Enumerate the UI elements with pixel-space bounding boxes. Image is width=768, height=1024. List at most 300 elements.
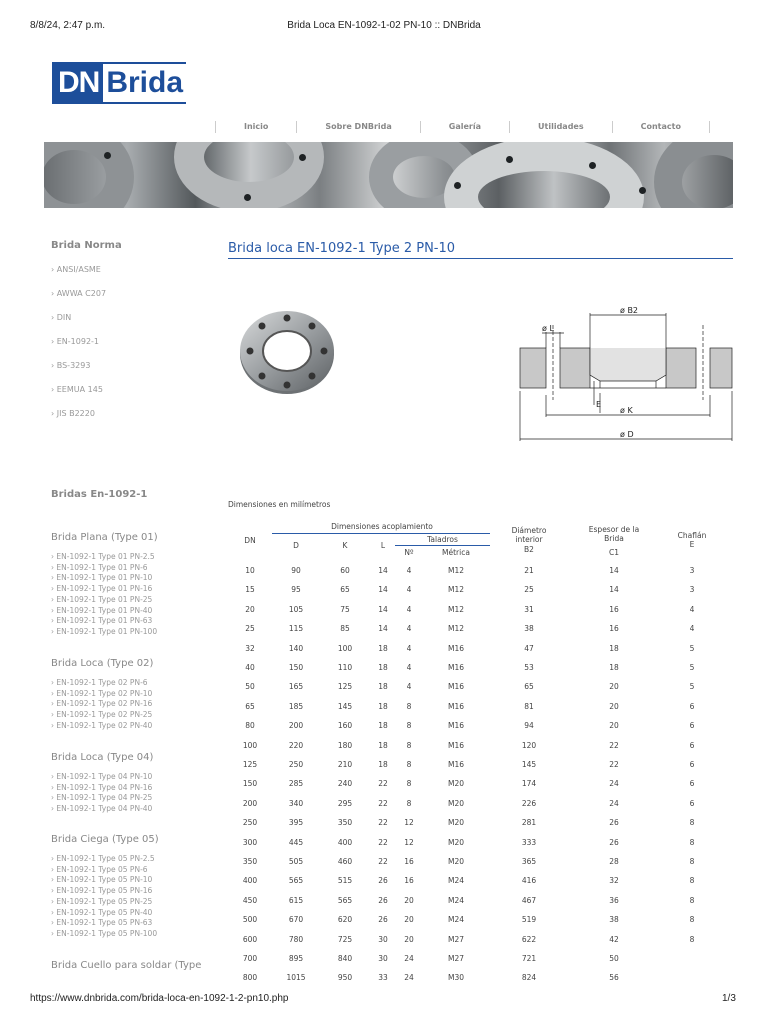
nav-separator xyxy=(709,121,710,133)
table-cell: 4 xyxy=(406,663,412,672)
table-cell: 14 xyxy=(609,566,619,575)
sidebar-norma-link-label: JIS B2220 xyxy=(56,409,95,418)
sidebar-norma-link[interactable] xyxy=(51,289,106,298)
table-cell: 18 xyxy=(609,663,619,672)
table-cell: 6 xyxy=(689,760,695,769)
table-cell: 8 xyxy=(406,760,412,769)
table-cell: 120 xyxy=(521,740,537,750)
table-cell: 18 xyxy=(378,682,388,692)
sidebar-section-title[interactable]: Brida Loca (Type 02) xyxy=(51,658,154,669)
table-cell: 565 xyxy=(288,876,304,886)
table-cell: 500 xyxy=(242,915,258,925)
bullet-icon: › xyxy=(51,573,57,583)
label-b2: ø B2 xyxy=(620,306,639,315)
table-cell: M24 xyxy=(447,895,464,905)
table-cell: 8 xyxy=(406,721,412,731)
table-cell: 22 xyxy=(609,740,619,750)
sidebar-norma-link-label: DIN xyxy=(56,313,72,322)
table-cell: 600 xyxy=(242,934,258,944)
table-cell: 295 xyxy=(337,798,353,808)
bullet-icon: › xyxy=(51,409,57,418)
label-k: ø K xyxy=(620,406,633,415)
sidebar-sub-link[interactable] xyxy=(51,699,152,710)
sidebar-brida-norma-title: Brida Norma xyxy=(51,240,122,251)
bullet-icon: › xyxy=(51,289,57,298)
table-cell: 105 xyxy=(288,604,304,614)
table-cell: 26 xyxy=(609,818,619,828)
table-cell: 50 xyxy=(245,682,255,692)
table-cell: 340 xyxy=(288,798,304,808)
table-cell: M16 xyxy=(447,740,464,750)
table-cell: 4 xyxy=(406,566,412,575)
sidebar-sub-link-label: EN-1092-1 Type 05 PN-40 xyxy=(56,907,153,917)
bullet-icon: › xyxy=(51,265,57,274)
sidebar-sub-link[interactable] xyxy=(51,573,152,584)
table-cell: 220 xyxy=(288,740,304,750)
bullet-icon: › xyxy=(51,699,57,709)
sidebar-sub-link-label: EN-1092-1 Type 02 PN-25 xyxy=(56,710,153,720)
table-cell: 14 xyxy=(378,566,388,575)
sidebar-sub-link-label: EN-1092-1 Type 01 PN-25 xyxy=(56,594,153,604)
table-cell: 700 xyxy=(242,954,258,963)
table-cell: 85 xyxy=(340,624,350,634)
table-cell: 8 xyxy=(406,798,412,808)
sidebar-sub-link[interactable] xyxy=(51,908,152,919)
sidebar-section-title[interactable]: Brida Cuello para soldar (Type xyxy=(51,960,202,971)
print-page-title: Brida Loca EN-1092-1-02 PN-10 :: DNBrida xyxy=(287,20,481,31)
table-cell: 145 xyxy=(521,760,537,769)
table-cell: 31 xyxy=(524,604,534,614)
table-cell: 94 xyxy=(524,721,534,731)
th-group-rule xyxy=(272,533,490,534)
sidebar-sub-link-label: EN-1092-1 Type 05 PN-10 xyxy=(56,875,153,885)
th-c1: C1 xyxy=(608,548,619,557)
label-d: ø D xyxy=(620,430,634,439)
logo-dn: DN xyxy=(54,64,103,102)
footer-page-number: 1/3 xyxy=(722,993,736,1004)
table-cell: 47 xyxy=(524,643,534,653)
table-cell: 4 xyxy=(689,604,695,614)
bullet-icon: › xyxy=(51,605,57,615)
table-cell: 26 xyxy=(378,915,388,925)
nav-item-0[interactable]: Inicio xyxy=(244,122,269,131)
table-cell: 60 xyxy=(340,566,350,575)
sidebar-sub-link[interactable] xyxy=(51,854,155,865)
nav-item-3[interactable]: Utilidades xyxy=(538,122,584,131)
table-cell: 53 xyxy=(524,663,534,672)
bullet-icon: › xyxy=(51,594,57,604)
sidebar-sub-link[interactable] xyxy=(51,689,152,700)
table-cell: 350 xyxy=(242,857,258,866)
bullet-icon: › xyxy=(51,782,57,792)
sidebar-sub-link[interactable] xyxy=(51,584,152,595)
table-cell: 350 xyxy=(337,818,353,828)
table-cell: 20 xyxy=(245,604,255,614)
bullet-icon: › xyxy=(51,552,57,561)
table-cell: 250 xyxy=(288,760,304,769)
table-cell: 16 xyxy=(404,876,414,886)
sidebar-sub-link[interactable] xyxy=(51,552,155,563)
logo-brida: Brida xyxy=(103,64,186,102)
table-cell: 725 xyxy=(337,934,353,944)
sidebar-sub-link-label: EN-1092-1 Type 02 PN-6 xyxy=(56,678,148,687)
table-cell: 50 xyxy=(609,954,619,963)
bullet-icon: › xyxy=(51,720,57,730)
table-cell: 8 xyxy=(689,857,695,866)
table-cell: 14 xyxy=(378,624,388,634)
table-cell: 40 xyxy=(245,663,255,672)
table-cell: 519 xyxy=(521,915,537,925)
table-cell: 5 xyxy=(689,682,695,692)
sidebar-sub-link-label: EN-1092-1 Type 04 PN-40 xyxy=(56,804,153,814)
table-cell: M24 xyxy=(447,915,464,925)
table-cell: 28 xyxy=(609,857,619,866)
table-cell: 75 xyxy=(340,604,350,614)
table-cell: 165 xyxy=(288,682,304,692)
sidebar-sub-link[interactable] xyxy=(51,804,152,815)
table-cell: 32 xyxy=(609,876,619,886)
th-group: Dimensiones acoplamiento xyxy=(331,522,433,531)
table-cell: 4 xyxy=(406,624,412,634)
table-cell: 8 xyxy=(689,895,695,905)
table-cell: 25 xyxy=(245,624,255,634)
sidebar-sub-link[interactable] xyxy=(51,918,152,929)
sidebar-norma-link[interactable] xyxy=(51,361,90,370)
sidebar-sub-link[interactable] xyxy=(51,606,152,617)
sidebar-sub-link-label: EN-1092-1 Type 02 PN-40 xyxy=(56,720,153,730)
table-cell: 240 xyxy=(337,779,353,789)
bullet-icon: › xyxy=(51,772,57,781)
table-cell: 460 xyxy=(337,857,353,866)
th-espesor: Espesor de la Brida xyxy=(588,525,640,543)
units-note: Dimensiones en milímetros xyxy=(228,500,331,509)
table-cell: 16 xyxy=(609,624,619,634)
table-cell: 12 xyxy=(404,818,414,828)
table-cell: 15 xyxy=(245,585,255,595)
table-cell: 100 xyxy=(337,643,353,653)
table-cell: 365 xyxy=(521,857,537,866)
table-cell: 622 xyxy=(521,934,537,944)
table-cell: 515 xyxy=(337,876,353,886)
table-cell: 615 xyxy=(288,895,304,905)
th-d: D xyxy=(293,541,299,550)
sidebar-sub-link[interactable] xyxy=(51,595,152,606)
sidebar-norma-link[interactable] xyxy=(51,337,99,346)
table-cell: M20 xyxy=(447,837,464,847)
th-e: E xyxy=(689,540,695,549)
table-cell: 22 xyxy=(378,837,388,847)
table-cell: 25 xyxy=(524,585,534,595)
table-cell: 333 xyxy=(521,837,537,847)
sidebar-sub-link[interactable] xyxy=(51,897,152,908)
sidebar-bridas-title: Bridas En-1092-1 xyxy=(51,489,148,500)
table-cell: 6 xyxy=(689,798,695,808)
table-cell: 721 xyxy=(521,954,537,963)
table-cell: 8 xyxy=(689,934,695,944)
table-cell: 285 xyxy=(288,779,304,789)
table-cell: 8 xyxy=(406,701,412,711)
sidebar-sub-link[interactable] xyxy=(51,772,152,783)
table-cell: 56 xyxy=(609,973,619,983)
label-e: E xyxy=(596,400,602,409)
flange-technical-drawing xyxy=(516,305,736,445)
print-datetime: 8/8/24, 2:47 p.m. xyxy=(30,20,106,31)
th-dn: DN xyxy=(244,536,256,545)
table-cell: 100 xyxy=(242,740,258,750)
sidebar-sub-link[interactable] xyxy=(51,793,152,804)
table-cell: 4 xyxy=(689,624,695,634)
table-cell: 95 xyxy=(291,585,301,595)
table-cell: 895 xyxy=(288,954,304,963)
table-cell: 3 xyxy=(689,585,695,595)
sidebar-sub-link-label: EN-1092-1 Type 05 PN-16 xyxy=(56,886,153,896)
sidebar-sub-link[interactable] xyxy=(51,929,157,940)
table-cell: 174 xyxy=(521,779,537,789)
table-cell: M16 xyxy=(447,663,464,672)
sidebar-sub-link[interactable] xyxy=(51,627,157,638)
sidebar-sub-link-label: EN-1092-1 Type 04 PN-25 xyxy=(56,793,153,803)
sidebar-sub-link[interactable] xyxy=(51,875,152,886)
nav-item-2[interactable]: Galería xyxy=(448,122,482,131)
th-l: L xyxy=(380,541,386,550)
table-cell: 33 xyxy=(378,973,388,983)
table-cell: 30 xyxy=(378,954,388,963)
sidebar-norma-link[interactable] xyxy=(51,409,95,418)
sidebar-sub-link-label: EN-1092-1 Type 05 PN-2.5 xyxy=(56,854,155,863)
table-cell: 20 xyxy=(404,915,414,925)
table-cell: 450 xyxy=(242,895,258,905)
table-cell: 250 xyxy=(242,818,258,828)
table-cell: 10 xyxy=(245,566,255,575)
sidebar-norma-link-label: AWWA C207 xyxy=(56,289,107,298)
table-cell: 110 xyxy=(337,663,353,672)
th-taladros: Taladros xyxy=(427,535,458,544)
sidebar-sub-link-label: EN-1092-1 Type 05 PN-25 xyxy=(56,896,153,906)
sidebar-norma-link[interactable] xyxy=(51,313,71,322)
table-cell: M12 xyxy=(447,566,464,575)
table-cell: 160 xyxy=(337,721,353,731)
table-cell: 140 xyxy=(288,643,304,653)
table-cell: 24 xyxy=(609,779,619,789)
table-cell: 14 xyxy=(378,604,388,614)
table-cell: 22 xyxy=(378,818,388,828)
table-cell: 200 xyxy=(242,798,258,808)
table-cell: 20 xyxy=(609,721,619,731)
table-cell: 4 xyxy=(406,682,412,692)
sidebar-norma-link[interactable] xyxy=(51,265,101,274)
sidebar-sub-link-label: EN-1092-1 Type 01 PN-2.5 xyxy=(56,552,155,561)
table-cell: 4 xyxy=(406,604,412,614)
sidebar-sub-link-label: EN-1092-1 Type 01 PN-40 xyxy=(56,605,153,615)
table-cell: 65 xyxy=(340,585,350,595)
table-cell: 80 xyxy=(245,721,255,731)
table-cell: M20 xyxy=(447,857,464,866)
table-cell: M12 xyxy=(447,604,464,614)
table-cell: 150 xyxy=(242,779,258,789)
table-cell: 6 xyxy=(689,779,695,789)
sidebar-sub-link[interactable] xyxy=(51,865,148,876)
table-cell: 26 xyxy=(609,837,619,847)
table-cell: 6 xyxy=(689,740,695,750)
table-cell: 30 xyxy=(378,934,388,944)
sidebar-sub-link[interactable] xyxy=(51,678,148,689)
table-cell: 65 xyxy=(524,682,534,692)
sidebar-sub-link[interactable] xyxy=(51,721,152,732)
table-cell: 445 xyxy=(288,837,304,847)
table-cell: 24 xyxy=(609,798,619,808)
table-cell: M16 xyxy=(447,701,464,711)
sidebar-section-title[interactable]: Brida Loca (Type 04) xyxy=(51,752,154,763)
page-title: Brida loca EN-1092-1 Type 2 PN-10 xyxy=(228,241,456,256)
table-cell: 14 xyxy=(609,585,619,595)
table-cell: 8 xyxy=(689,915,695,925)
table-cell: 20 xyxy=(404,895,414,905)
bullet-icon: › xyxy=(51,678,57,687)
sidebar-sub-link-label: EN-1092-1 Type 05 PN-6 xyxy=(56,864,148,874)
flange-photo xyxy=(238,308,336,396)
sidebar-section-title[interactable]: Brida Ciega (Type 05) xyxy=(51,834,159,845)
sidebar-sub-link[interactable] xyxy=(51,886,152,897)
bullet-icon: › xyxy=(51,918,57,928)
table-cell: 22 xyxy=(609,760,619,769)
table-cell: 18 xyxy=(378,740,388,750)
table-cell: 16 xyxy=(609,604,619,614)
bullet-icon: › xyxy=(51,688,57,698)
bullet-icon: › xyxy=(51,584,57,594)
table-cell: 26 xyxy=(378,876,388,886)
table-cell: 32 xyxy=(245,643,255,653)
table-cell: 18 xyxy=(609,643,619,653)
sidebar-sub-link-label: EN-1092-1 Type 02 PN-16 xyxy=(56,699,153,709)
table-cell: 20 xyxy=(609,701,619,711)
table-cell: 24 xyxy=(404,973,414,983)
table-cell: M24 xyxy=(447,876,464,886)
bullet-icon: › xyxy=(51,864,57,874)
bullet-icon: › xyxy=(51,361,57,370)
table-cell: 8 xyxy=(689,837,695,847)
table-cell: 6 xyxy=(689,701,695,711)
table-cell: 467 xyxy=(521,895,537,905)
table-cell: 125 xyxy=(242,760,258,769)
dnbrida-logo[interactable] xyxy=(52,62,186,104)
nav-item-4[interactable]: Contacto xyxy=(640,122,681,131)
sidebar-norma-link[interactable] xyxy=(51,385,103,394)
table-cell: 400 xyxy=(242,876,258,886)
table-cell: 210 xyxy=(337,760,353,769)
table-cell: 65 xyxy=(245,701,255,711)
table-cell: 4 xyxy=(406,643,412,653)
table-cell: 185 xyxy=(288,701,304,711)
bullet-icon: › xyxy=(51,907,57,917)
th-b2: B2 xyxy=(524,545,534,554)
table-cell: M20 xyxy=(447,779,464,789)
th-metrica: Métrica xyxy=(442,548,470,557)
table-cell: 81 xyxy=(524,701,534,711)
table-cell: 18 xyxy=(378,721,388,731)
table-cell: 565 xyxy=(337,895,353,905)
table-cell: 800 xyxy=(242,973,258,983)
table-cell: 416 xyxy=(521,876,537,886)
table-cell: 226 xyxy=(521,798,537,808)
table-cell: M27 xyxy=(447,954,464,963)
sidebar-sub-link[interactable] xyxy=(51,563,148,574)
table-cell: M16 xyxy=(447,760,464,769)
table-cell: 125 xyxy=(337,682,353,692)
table-cell: 395 xyxy=(288,818,304,828)
table-cell: 42 xyxy=(609,934,619,944)
bullet-icon: › xyxy=(51,562,57,572)
table-cell: M12 xyxy=(447,585,464,595)
bullet-icon: › xyxy=(51,854,57,863)
table-cell: 3 xyxy=(689,566,695,575)
sidebar-sub-link[interactable] xyxy=(51,710,152,721)
th-chaflan: Chaflán xyxy=(677,531,707,540)
bullet-icon: › xyxy=(51,313,57,322)
table-cell: 150 xyxy=(288,663,304,672)
bullet-icon: › xyxy=(51,710,57,720)
th-k: K xyxy=(342,541,348,550)
table-cell: M16 xyxy=(447,643,464,653)
table-cell: 16 xyxy=(404,857,414,866)
sidebar-sub-link-label: EN-1092-1 Type 01 PN-100 xyxy=(56,626,158,636)
table-cell: 38 xyxy=(609,915,619,925)
bullet-icon: › xyxy=(51,616,57,626)
table-cell: 36 xyxy=(609,895,619,905)
bullet-icon: › xyxy=(51,793,57,803)
table-cell: 22 xyxy=(378,779,388,789)
bullet-icon: › xyxy=(51,875,57,885)
sidebar-sub-link-label: EN-1092-1 Type 04 PN-16 xyxy=(56,782,153,792)
sidebar-sub-link-label: EN-1092-1 Type 01 PN-16 xyxy=(56,584,153,594)
table-cell: 300 xyxy=(242,837,258,847)
bullet-icon: › xyxy=(51,626,57,636)
nav-item-1[interactable]: Sobre DNBrida xyxy=(325,122,392,131)
table-cell: 5 xyxy=(689,643,695,653)
sidebar-sub-link-label: EN-1092-1 Type 01 PN-10 xyxy=(56,573,153,583)
table-cell: 18 xyxy=(378,643,388,653)
sidebar-sub-link[interactable] xyxy=(51,616,152,627)
table-cell: 505 xyxy=(288,857,304,866)
sidebar-section-title[interactable]: Brida Plana (Type 01) xyxy=(51,532,158,543)
table-cell: M20 xyxy=(447,798,464,808)
title-divider xyxy=(228,258,733,259)
table-cell: 18 xyxy=(378,760,388,769)
table-cell: 5 xyxy=(689,663,695,672)
table-cell: M16 xyxy=(447,682,464,692)
table-cell: 1015 xyxy=(286,973,306,983)
table-cell: 824 xyxy=(521,973,537,983)
sidebar-sub-link-label: EN-1092-1 Type 05 PN-100 xyxy=(56,928,158,938)
footer-url: https://www.dnbrida.com/brida-loca-en-1092-1-2-pn10.php xyxy=(30,993,289,1004)
th-taladros-rule xyxy=(395,545,490,546)
sidebar-sub-link-label: EN-1092-1 Type 01 PN-6 xyxy=(56,562,148,572)
table-cell: M20 xyxy=(447,818,464,828)
table-cell: 8 xyxy=(689,876,695,886)
table-cell: 180 xyxy=(337,740,353,750)
sidebar-sub-link-label: EN-1092-1 Type 01 PN-63 xyxy=(56,616,153,626)
th-n: Nº xyxy=(404,548,414,557)
main-nav xyxy=(215,121,710,135)
th-diametro: Diámetro interior xyxy=(511,526,547,544)
sidebar-norma-link-label: ANSI/ASME xyxy=(56,265,101,274)
sidebar-sub-link-label: EN-1092-1 Type 04 PN-10 xyxy=(56,772,153,781)
sidebar-sub-link[interactable] xyxy=(51,783,152,794)
bullet-icon: › xyxy=(51,337,57,346)
bullet-icon: › xyxy=(51,385,57,394)
table-cell: M12 xyxy=(447,624,464,634)
label-l: ø L xyxy=(542,324,554,333)
table-cell: M27 xyxy=(447,934,464,944)
